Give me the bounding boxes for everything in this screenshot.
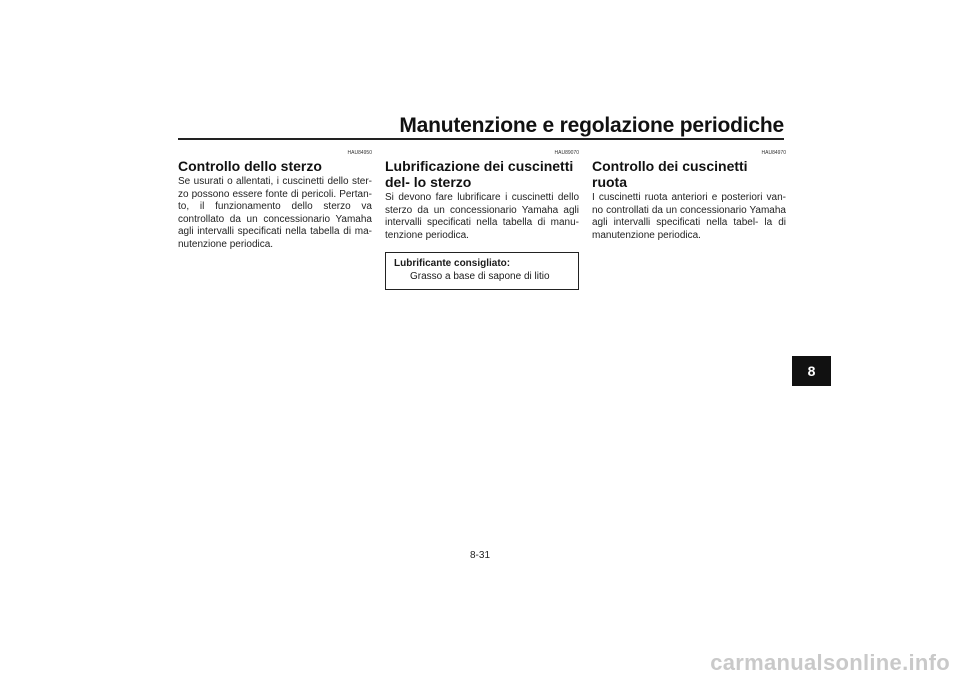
section-title: Controllo dei cuscinetti ruota [592,158,748,190]
section-title: Lubrificazione dei cuscinetti del- lo sterzo [385,158,574,190]
recommended-lubricant-box [385,252,579,290]
section-steering-check [178,150,372,251]
section-body: Se usurati o allentati, i cuscinetti dello ster- zo possono essere fonte di pericoli. Pertan- to, il funzionamento dello sterzo va controllato da un concessionario Yamaha agli intervalli specificati nella tabella di ma- nutenzione periodica. [178,176,372,250]
section-steering-lubrication [385,150,579,290]
lubricant-label: Lubrificante consigliato: [394,258,511,269]
lubricant-value: Grasso a base di sapone di litio [410,270,550,282]
header-rule [178,138,784,140]
section-code: HAU84950 [347,150,372,156]
section-title: Controllo dello sterzo [178,158,322,174]
section-code: HAU84970 [761,150,786,156]
chapter-tab: 8 [792,356,831,386]
section-code: HAU89070 [554,150,579,156]
section-body: Si devono fare lubrificare i cuscinetti dello sterzo da un concessionario Yamaha agli intervalli specificati nella tabella di manu- tenzione periodica. [385,192,579,241]
section-wheel-bearings [592,150,786,242]
page-header-title: Manutenzione e regolazione periodiche [399,114,784,137]
watermark-text: carmanualsonline.info [710,650,950,675]
section-body: I cuscinetti ruota anteriori e posteriori van- no controllati da un concessionario Yamaha agli intervalli specificati nella tabel- la di manutenzione periodica. [592,192,786,241]
page-number: 8-31 [469,550,490,561]
